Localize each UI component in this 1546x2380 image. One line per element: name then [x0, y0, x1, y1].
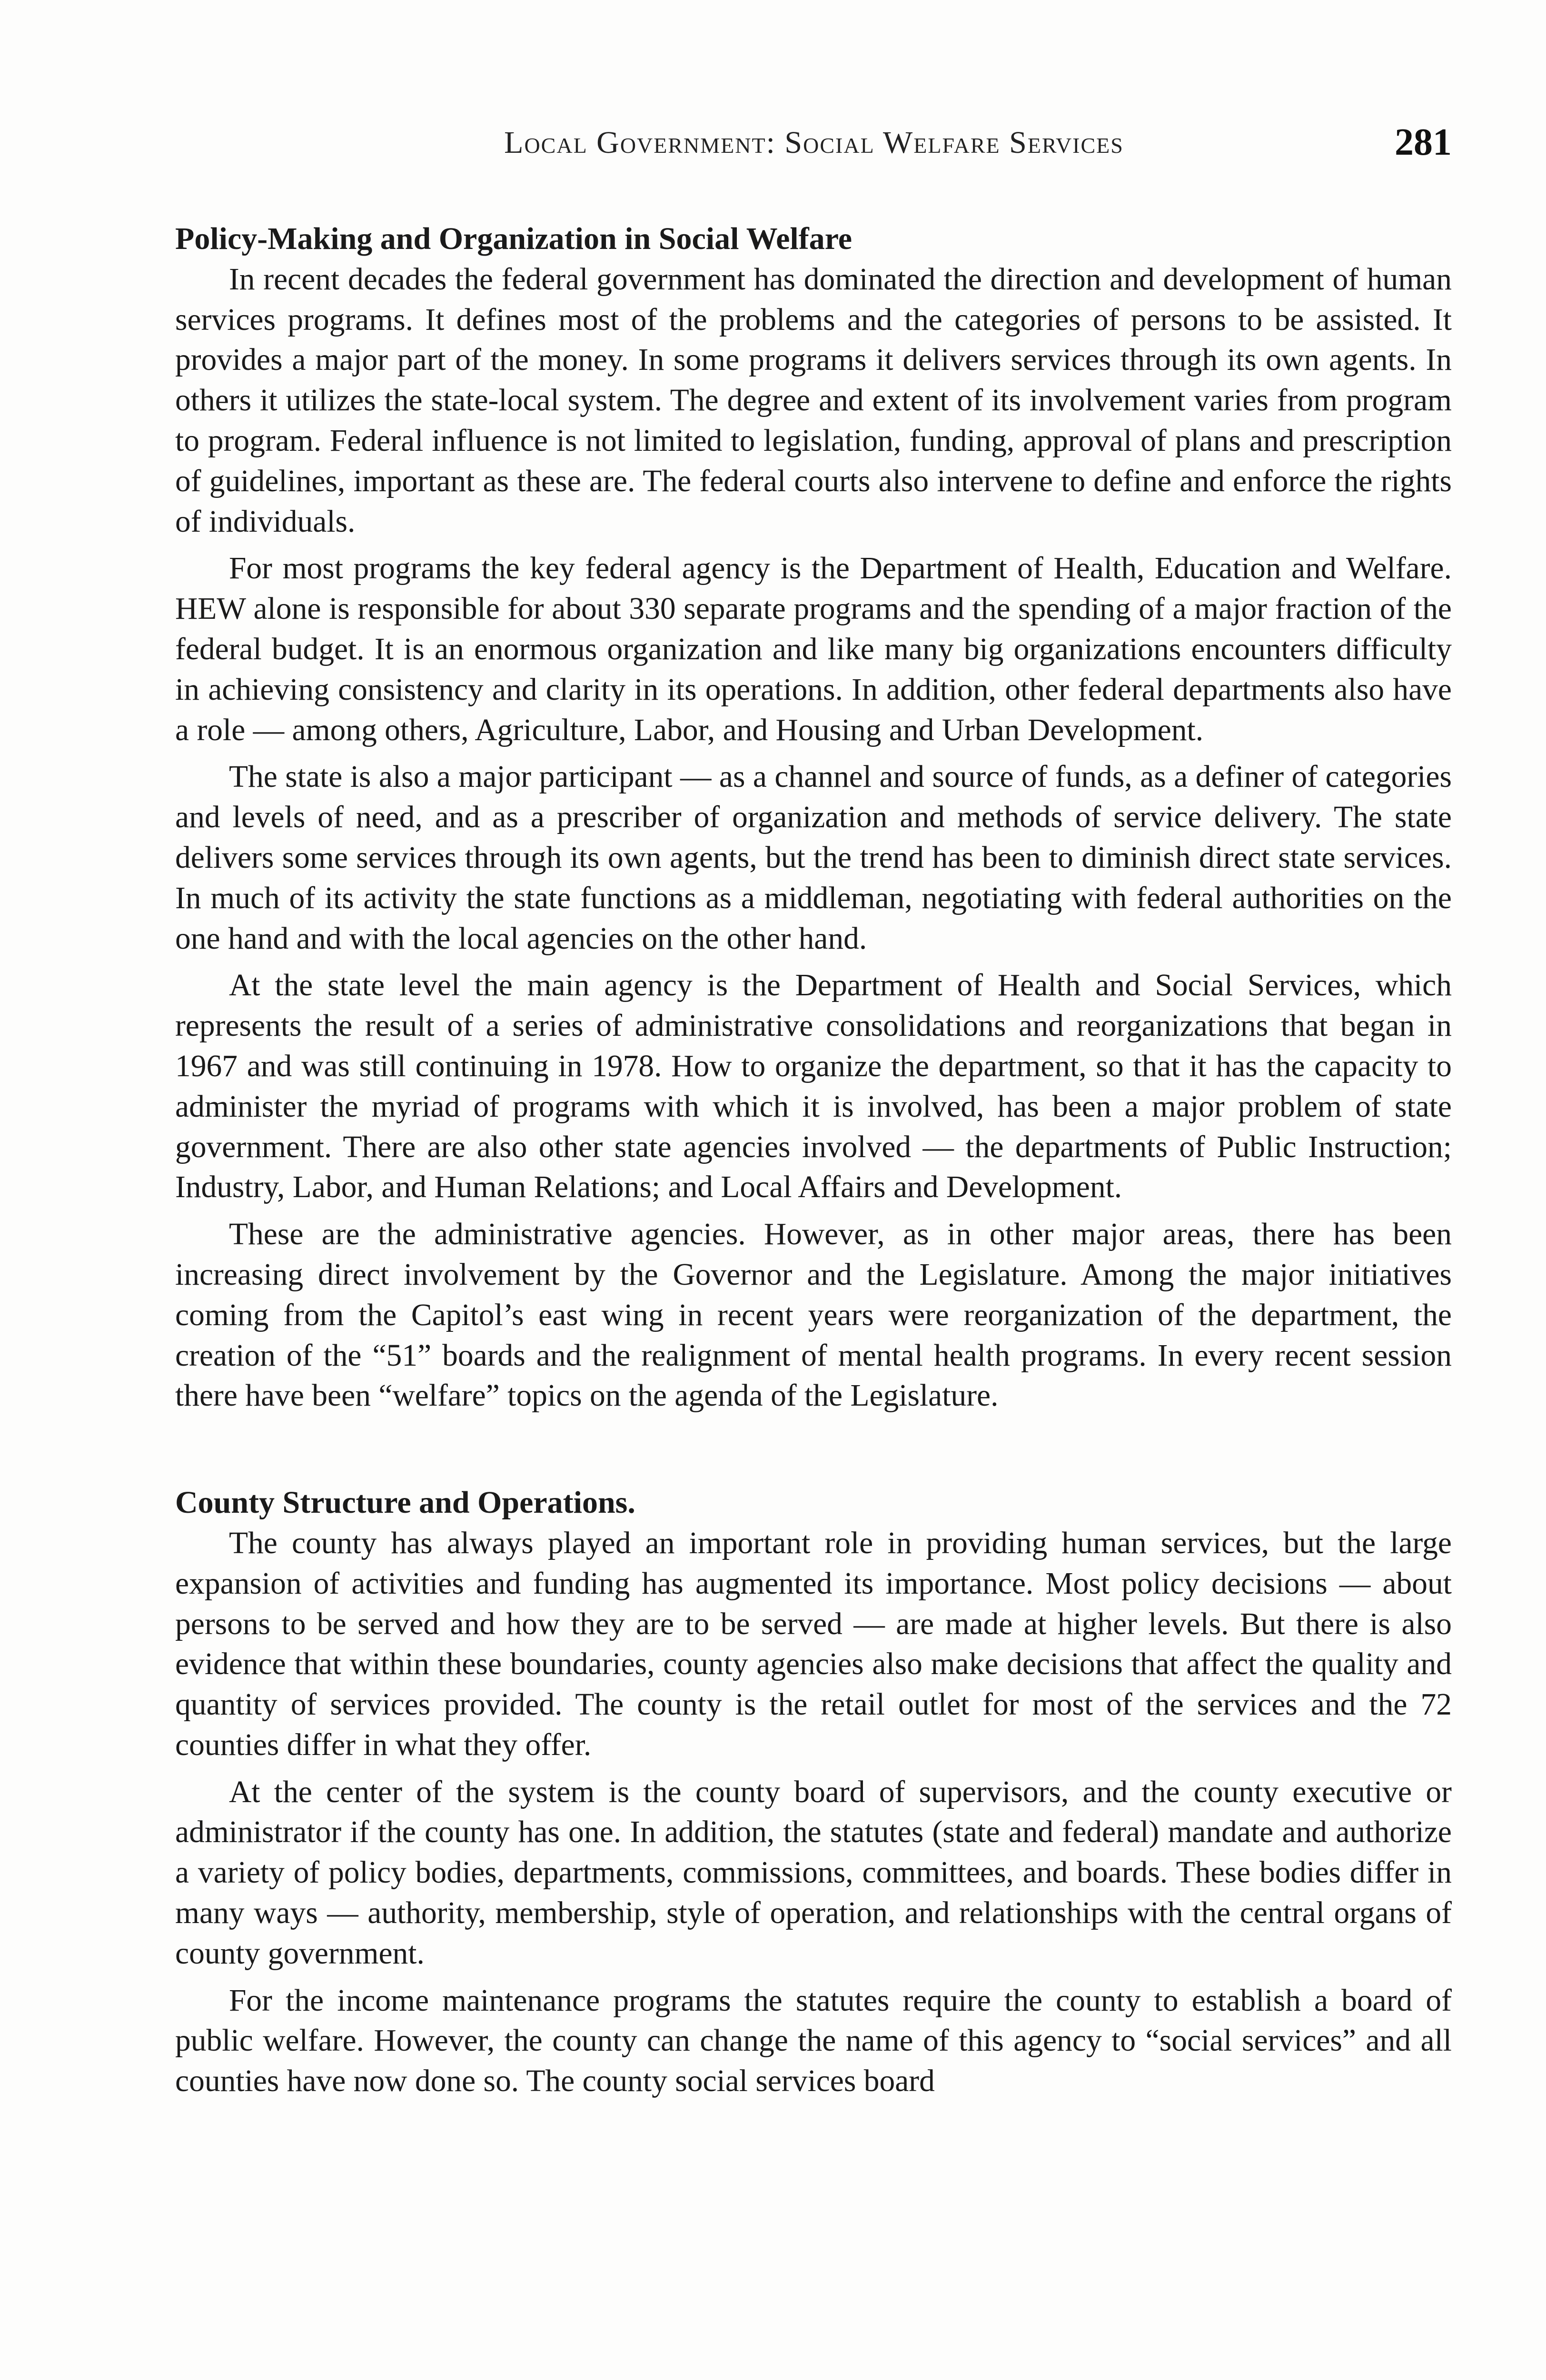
paragraph: At the center of the system is the county board of supervisors, and the county executive or administrator if the county has one. In addition, the statutes (state and federal) mandate and authorize a variety of policy bodies, departments, commissions, committees, and boards. These bodies differ in many ways — authority, membership, style of operation, and relationships with the central organs of county government.: [175, 1775, 1452, 1971]
paragraph: For the income maintenance programs the statutes require the county to establish a board of public welfare. However, the county can change the name of this agency to “social services” and all counties have now done so. The county social services board: [175, 1983, 1452, 2099]
running-header: [176, 121, 1452, 177]
paragraph: The county has always played an important role in providing human services, but the large expansion of activities and funding has augmented its importance. Most policy decisions — about persons to be served and how they are to be served — are made at higher levels. But there is also evidence that within these boundaries, county agencies also make decisions that affect the quality and quantity of services provided. The county is the retail outlet for most of the services and the 72 counties differ in what they offer.: [175, 1526, 1452, 1762]
paragraph: At the state level the main agency is the Department of Health and Social Services, which represents the result of a series of administrative consolidations and reorganizations that began in 1967 and was still continuing in 1978. How to organize the department, so that it has the capacity to administer the myriad of programs with which it is involved, has been a major problem of state government. There are also other state agencies involved — the departments of Public Instruction; Industry, Labor, and Human Relations; and Local Affairs and Development.: [175, 968, 1452, 1205]
page-body: [175, 219, 1452, 2108]
paragraph: These are the administrative agencies. However, as in other major areas, there has been increasing direct involvement by the Governor and the Legislature. Among the major initiatives coming from the Capitol’s east wing in recent years were reorganization of the department, the creation of the “51” boards and the realignment of mental health programs. In every recent session there have been “welfare” topics on the agenda of the Legislature.: [175, 1217, 1452, 1413]
running-title: Local Government: Social Welfare Services: [504, 125, 1124, 160]
section-heading-county-structure: County Structure and Operations.: [175, 1485, 635, 1520]
paragraph: In recent decades the federal government has dominated the direction and development of human services programs. It defines most of the problems and the categories of persons to be assisted. It provides a major part of the money. In some programs it delivers services through its own agents. In others it utilizes the state-local system. The degree and extent of its involvement varies from program to program. Federal influence is not limited to legislation, funding, approval of plans and prescription of guidelines, important as these are. The federal courts also intervene to define and enforce the rights of individuals.: [175, 262, 1452, 539]
page-number: 281: [1395, 121, 1452, 163]
paragraph: The state is also a major participant — as a channel and source of funds, as a definer of categories and levels of need, and as a prescriber of organization and methods of service delivery. The state delivers some services through its own agents, but the trend has been to diminish direct state services. In much of its activity the state functions as a middleman, negotiating with federal authorities on the one hand and with the local agencies on the other hand.: [175, 760, 1452, 956]
paragraph: For most programs the key federal agency is the Department of Health, Education and Welfare. HEW alone is responsible for about 330 separate programs and the spending of a major fraction of the federal budget. It is an enormous organization and like many big organizations encounters difficulty in achieving consistency and clarity in its operations. In addition, other federal departments also have a role — among others, Agriculture, Labor, and Housing and Urban Development.: [175, 551, 1452, 747]
section-heading-policy-making: Policy-Making and Organization in Social Welfare: [175, 221, 852, 256]
